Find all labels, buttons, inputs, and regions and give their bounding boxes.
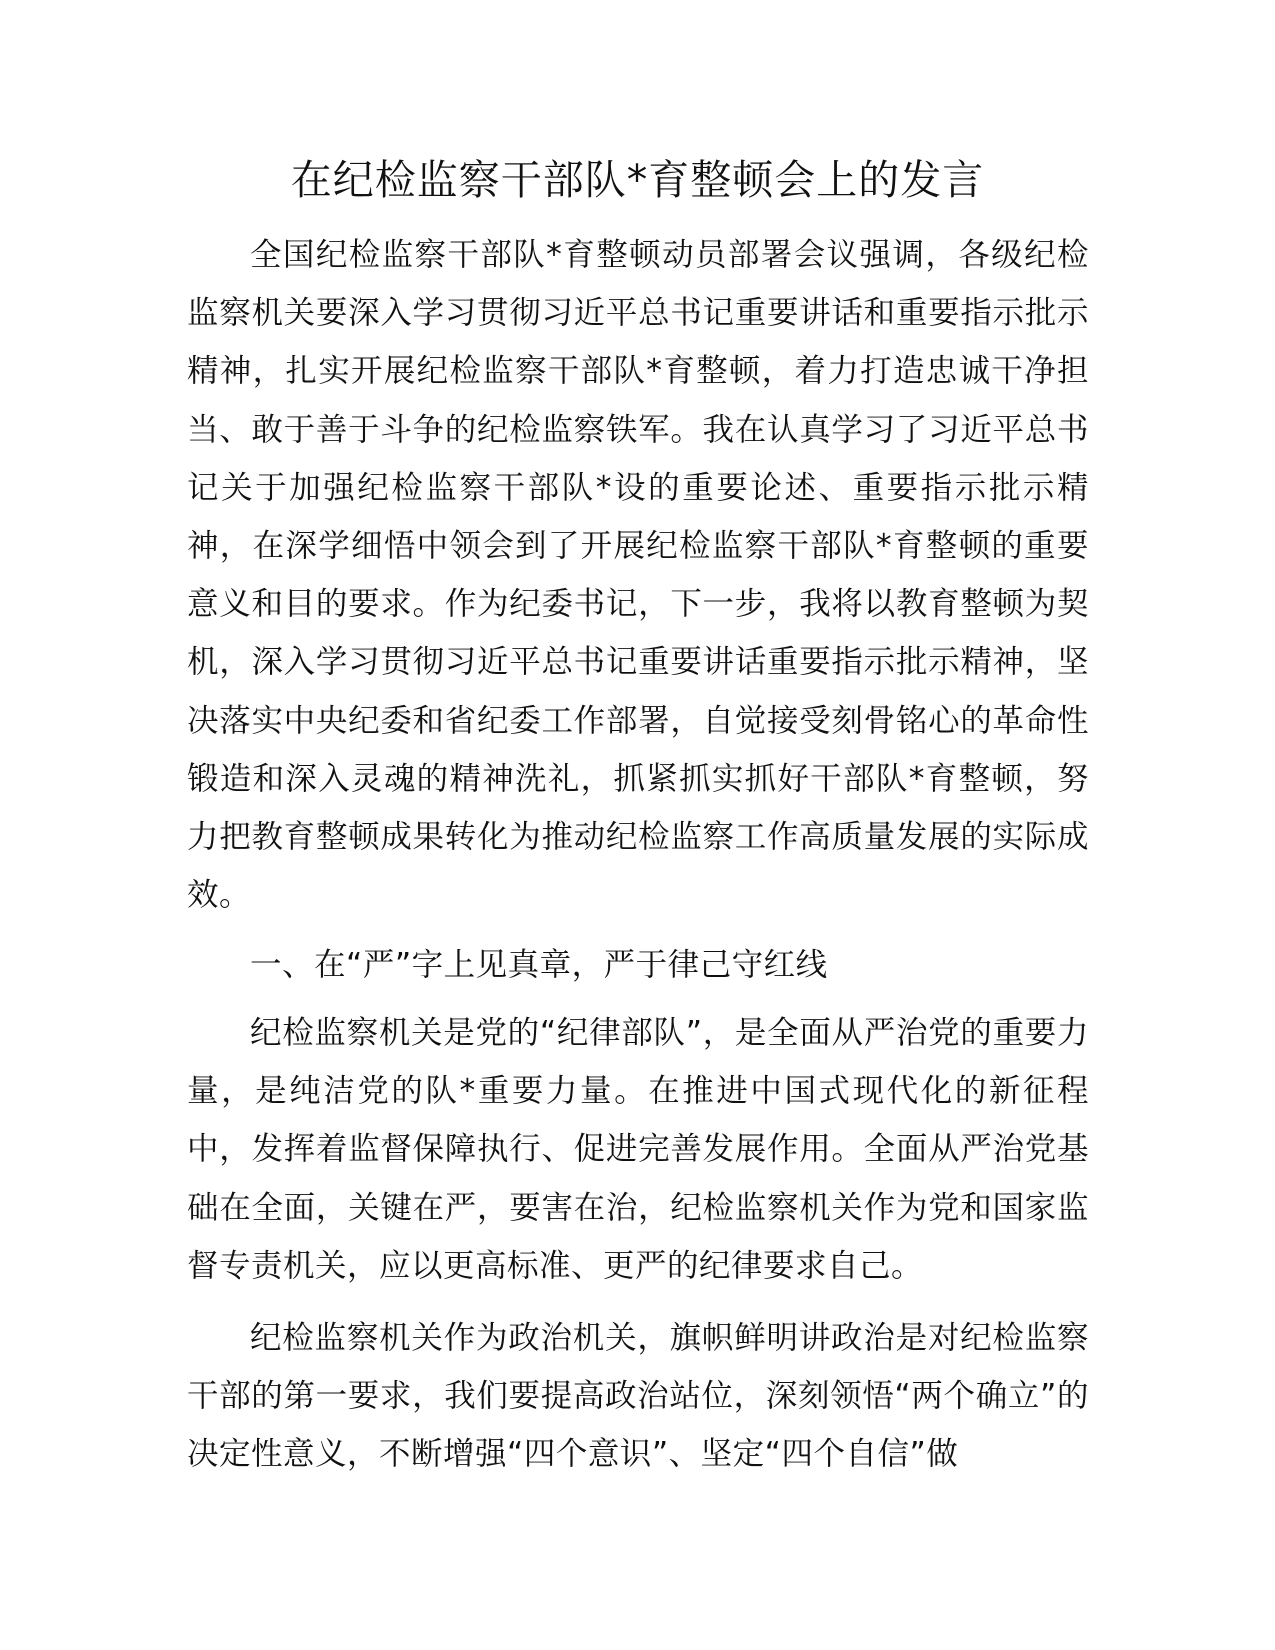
paragraph-intro: 全国纪检监察干部队*育整顿动员部署会议强调，各级纪检监察机关要深入学习贯彻习近平总书记重要讲话和重要指示批示精神，扎实开展纪检监察干部队*育整顿，着力打造忠诚干净担当、敢于善于斗争的纪检监察铁军。我在认真学习了习近平总书记关于加强纪检监察干部队*设的重要论述、重要指示批示精神，在深学细悟中领会到了开展纪检监察干部队*育整顿的重要意义和目的要求。作为纪委书记，下一步，我将以教育整顿为契机，深入学习贯彻习近平总书记重要讲话重要指示批示精神，坚决落实中央纪委和省纪委工作部署，自觉接受刻骨铭心的革命性锻造和深入灵魂的精神洗礼，抓紧抓实抓好干部队*育整顿，努力把教育整顿成果转化为推动纪检监察工作高质量发展的实际成效。 bbox=[187, 237, 1089, 914]
paragraph-section-1-b: 纪检监察机关作为政治机关，旗帜鲜明讲政治是对纪检监察干部的第一要求，我们要提高政治站位，深刻领悟“两个确立”的决定性意义，不断增强“四个意识”、坚定“四个自信”做 bbox=[187, 1320, 1089, 1473]
section-heading-1: 一、在“严”字上见真章，严于律己守红线 bbox=[250, 947, 828, 983]
document-title: 在纪检监察干部队*育整顿会上的发言 bbox=[290, 156, 985, 204]
paragraph-section-1-a: 纪检监察机关是党的“纪律部队”，是全面从严治党的重要力量，是纯洁党的队*重要力量。在推进中国式现代化的新征程中，发挥着监督保障执行、促进完善发展作用。全面从严治党基础在全面，关键在严，要害在治，纪检监察机关作为党和国家监督专责机关，应以更高标准、更严的纪律要求自己。 bbox=[187, 1015, 1089, 1284]
